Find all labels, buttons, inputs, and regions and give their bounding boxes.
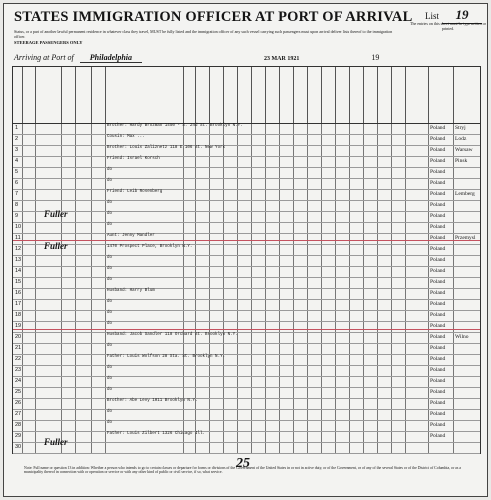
corner-note: The entries on this sheet must be typewritten or printed. (410, 21, 486, 31)
relative-address: Brother: Abe Levy 1011 Brooklyn N.Y. (107, 399, 198, 403)
form-title: STATES IMMIGRATION OFFICER AT PORT OF ARRIVAL (14, 9, 413, 25)
birth-country: Poland (430, 224, 446, 230)
table-row (13, 377, 480, 388)
relative-address: do (107, 179, 113, 183)
table-row (13, 267, 480, 278)
birth-country: Poland (430, 125, 446, 131)
row-number: 13 (15, 257, 22, 263)
col-divider (75, 67, 76, 123)
relative-address: Father: Louis Wolfson 28 Sta. St. Brooklyn N.Y. (107, 355, 226, 359)
table-row (13, 245, 480, 256)
birth-country: Poland (430, 356, 446, 362)
table-row (13, 388, 480, 399)
row-number: 19 (15, 323, 22, 329)
table-row (13, 146, 480, 157)
relative-address: Father: Louis Zilbert 1326 Chicago Ill. (107, 432, 206, 436)
col-divider (428, 67, 429, 123)
relative-address: Brother: Louis Zaliznetz 118 E 106 St. New York (107, 146, 226, 150)
table-row (13, 289, 480, 300)
relative-address: do (107, 388, 113, 392)
port-name: Philadelphia (80, 53, 142, 63)
row-number: 22 (15, 356, 22, 362)
row-number: 24 (15, 378, 22, 384)
col-divider (265, 67, 266, 123)
relative-address: do (107, 278, 113, 282)
col-divider (453, 67, 454, 123)
col-divider (22, 67, 23, 123)
manifest-rows (12, 124, 481, 454)
col-divider (237, 67, 238, 123)
footer-note: Note: Full name or question 13 in addition: Whether a person who intends to go to certain classes or departure for forms or divisions of the Government of the United States in or not in active duty, or of the Government, or of any of the several States or of the District of Columbia, or as a municipality thereof in connection with or operation or service or with any other kind of public or civil service, if so, what service. (24, 466, 461, 475)
table-row (13, 201, 480, 212)
birth-country: Poland (430, 345, 446, 351)
table-row (13, 212, 480, 223)
row-number: 4 (15, 158, 19, 164)
arriving-label: Arriving at Port of (14, 53, 74, 62)
col-divider (293, 67, 294, 123)
relative-address: do (107, 366, 113, 370)
birth-country: Poland (430, 202, 446, 208)
birth-country: Poland (430, 180, 446, 186)
birth-country: Poland (430, 191, 446, 197)
birth-city: Lemberg (455, 191, 475, 197)
relative-address: do (107, 322, 113, 326)
birth-country: Poland (430, 301, 446, 307)
relative-address: do (107, 344, 113, 348)
birth-country: Poland (430, 235, 446, 241)
table-row (13, 333, 480, 344)
birth-country: Poland (430, 279, 446, 285)
birth-country: Poland (430, 323, 446, 329)
birth-country: Poland (430, 169, 446, 175)
row-number: 8 (15, 202, 19, 208)
handwritten-mark: Fuller (44, 241, 68, 251)
page-stamp: 25 (236, 456, 250, 471)
col-divider (307, 67, 308, 123)
row-number: 2 (15, 136, 19, 142)
birth-country: Poland (430, 389, 446, 395)
row-number: 9 (15, 213, 19, 219)
column-header (12, 66, 481, 124)
col-divider (195, 67, 196, 123)
row-number: 6 (15, 180, 19, 186)
birth-city: Wilno (455, 334, 469, 340)
col-divider (391, 67, 392, 123)
row-number: 27 (15, 411, 22, 417)
birth-country: Poland (430, 147, 446, 153)
table-row (13, 124, 480, 135)
birth-country: Poland (430, 422, 446, 428)
table-row (13, 344, 480, 355)
row-number: 12 (15, 246, 22, 252)
row-number: 16 (15, 290, 22, 296)
row-number: 15 (15, 279, 22, 285)
row-number: 7 (15, 191, 19, 197)
birth-city: Pinsk (455, 158, 468, 164)
relative-address: do (107, 168, 113, 172)
table-row (13, 421, 480, 432)
birth-city: Warsaw (455, 147, 473, 153)
row-number: 21 (15, 345, 22, 351)
row-number: 3 (15, 147, 19, 153)
table-row (13, 311, 480, 322)
handwritten-mark: Fuller (44, 437, 68, 447)
row-number: 5 (15, 169, 19, 175)
birth-country: Poland (430, 257, 446, 263)
col-divider (363, 67, 364, 123)
row-number: 11 (15, 235, 21, 241)
col-divider (335, 67, 336, 123)
relative-address: do (107, 311, 113, 315)
table-row (13, 179, 480, 190)
birth-country: Poland (430, 367, 446, 373)
year-label: 19 (371, 53, 380, 62)
relative-address: Cousin: Max ... (107, 135, 145, 139)
relative-address: 1470 Prospect Place, Brooklyn N.Y. (107, 245, 193, 249)
birth-country: Poland (430, 136, 446, 142)
birth-country: Poland (430, 400, 446, 406)
birth-country: Poland (430, 213, 446, 219)
table-row (13, 256, 480, 267)
relative-address: do (107, 421, 113, 425)
instructions-text: Status, or a part of another lawful permanent residence in whatever class they travel, MUST be fully listed and the immigration officer of any such vessel carrying such passengers must upon arrival deliver lists thereof to the immigration officer. (14, 29, 393, 39)
table-row (13, 399, 480, 410)
relative-address: Aunt: Jenny Mandler (107, 234, 155, 238)
birth-country: Poland (430, 158, 446, 164)
row-number: 30 (15, 444, 22, 450)
row-number: 10 (15, 224, 22, 230)
table-row (13, 366, 480, 377)
relative-address: Husband: Jacob Sandler 118 Orchard St. Brooklyn N.Y. (107, 333, 238, 337)
relative-address: do (107, 377, 113, 381)
col-divider (61, 67, 62, 123)
relative-address: do (107, 256, 113, 260)
birth-country: Poland (430, 433, 446, 439)
relative-address: do (107, 410, 113, 414)
table-row (13, 432, 480, 443)
col-divider (223, 67, 224, 123)
table-row (13, 157, 480, 168)
arrival-line (14, 53, 379, 62)
birth-country: Poland (430, 411, 446, 417)
col-divider (91, 67, 92, 123)
table-row (13, 190, 480, 201)
table-row (13, 443, 480, 454)
col-divider (321, 67, 322, 123)
birth-country: Poland (430, 246, 446, 252)
relative-address: Husband: Harry Blum (107, 289, 155, 293)
table-row (13, 278, 480, 289)
birth-country: Poland (430, 268, 446, 274)
row-number: 26 (15, 400, 22, 406)
col-divider (35, 67, 36, 123)
col-divider (405, 67, 406, 123)
table-row (13, 300, 480, 311)
list-label: List (425, 11, 440, 21)
row-number: 17 (15, 301, 22, 307)
col-divider (251, 67, 252, 123)
relative-address: Friend: Leib Rosenberg (107, 190, 163, 194)
birth-city: Przemysl (455, 235, 476, 241)
birth-country: Poland (430, 334, 446, 340)
col-divider (279, 67, 280, 123)
row-number: 25 (15, 389, 22, 395)
table-row (13, 168, 480, 179)
col-divider (209, 67, 210, 123)
birth-city: Stryj (455, 125, 466, 131)
col-divider (105, 67, 106, 123)
relative-address: do (107, 201, 113, 205)
arrival-date: 23 MAR 1921 (264, 56, 300, 62)
col-divider (377, 67, 378, 123)
row-number: 29 (15, 433, 22, 439)
col-divider (183, 67, 184, 123)
table-row (13, 223, 480, 234)
table-row (13, 355, 480, 366)
birth-country: Poland (430, 290, 446, 296)
table-row (13, 410, 480, 421)
steerage-label: STEERAGE PASSENGERS ONLY (14, 40, 83, 45)
handwritten-mark: Fuller (44, 209, 68, 219)
birth-country: Poland (430, 312, 446, 318)
relative-address: do (107, 300, 113, 304)
relative-address: do (107, 267, 113, 271)
table-row (13, 322, 480, 333)
manifest-sheet (3, 3, 488, 497)
table-row (13, 234, 480, 245)
birth-country: Poland (430, 378, 446, 384)
col-divider (349, 67, 350, 123)
row-number: 1 (15, 125, 19, 131)
relative-address: Brother: Hardy Brozman 1450 - S. 2nd St. Brooklyn N.Y. (107, 124, 243, 128)
relative-address: do (107, 212, 113, 216)
row-number: 20 (15, 334, 22, 340)
row-number: 28 (15, 422, 22, 428)
birth-city: Lodz (455, 136, 467, 142)
row-number: 23 (15, 367, 22, 373)
row-number: 14 (15, 268, 22, 274)
relative-address: do (107, 223, 113, 227)
row-number: 18 (15, 312, 22, 318)
relative-address: Friend: Israel Korsch (107, 157, 160, 161)
table-row (13, 135, 480, 146)
list-number-value: 19 (442, 7, 482, 24)
